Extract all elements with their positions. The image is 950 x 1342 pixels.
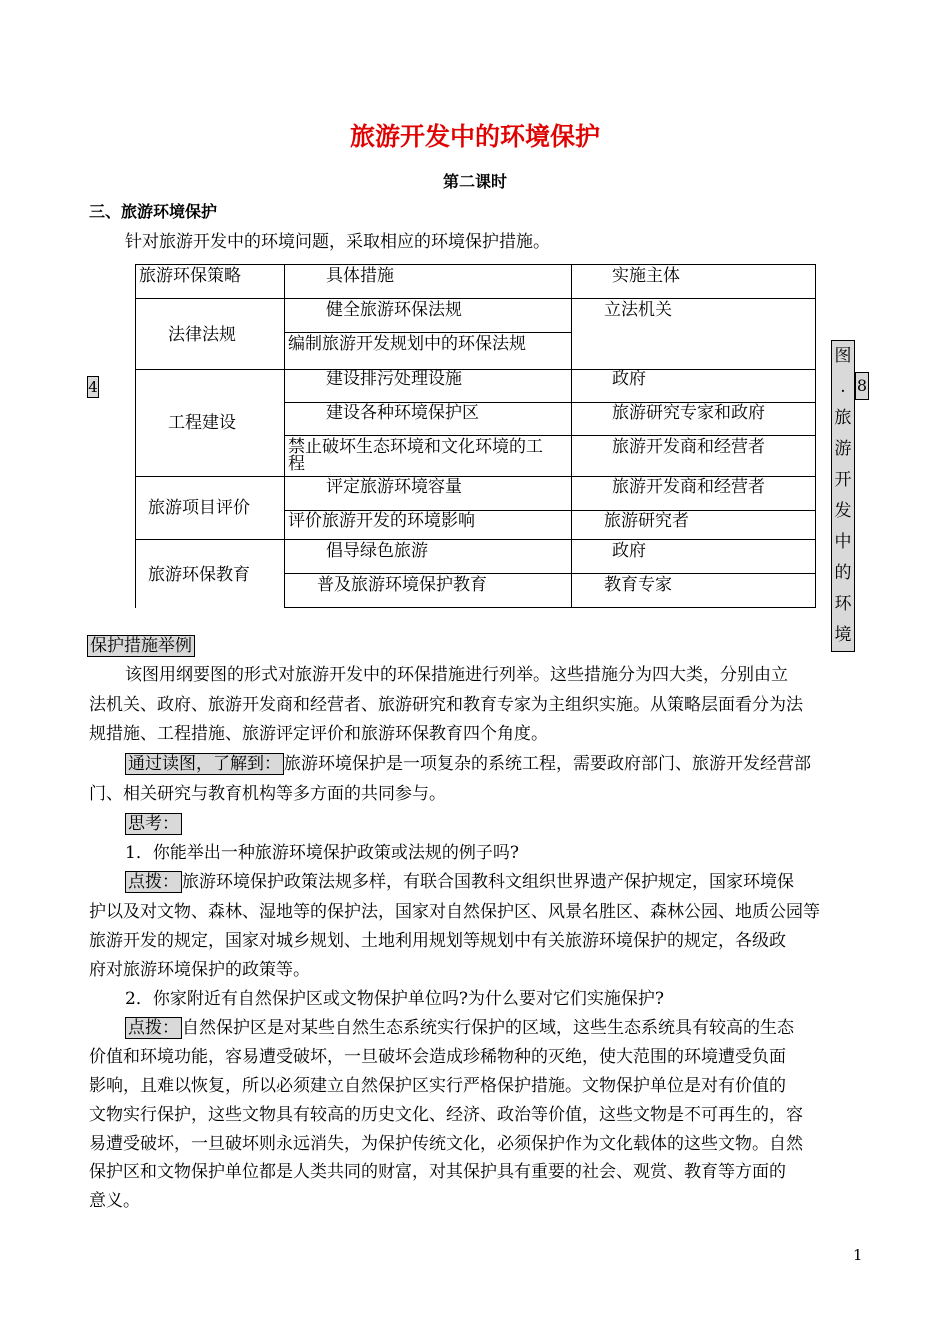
caption-char: 旅 [834, 408, 852, 428]
table-agent-cell: 旅游研究者 [604, 511, 689, 531]
answer-1-line: 府对旅游环境保护的政策等。 [89, 960, 310, 980]
answer-1-line: 护以及对文物、森林、湿地等的保护法，国家对自然保护区、风景名胜区、森林公园、地质公园等 [89, 902, 820, 922]
answer-2-line: 保护区和文物保护单位都是人类共同的财富，对其保护具有重要的社会、观赏、教育等方面的 [89, 1162, 786, 1182]
table-agent-cell: 旅游研究专家和政府 [612, 403, 765, 423]
answer-2-line: 易遭受破坏，一旦破坏则永远消失，为保护传统文化，必须保护作为文化载体的这些文物。自然 [89, 1134, 803, 1154]
answer-2-line: 价值和环境功能，容易遭受破坏，一旦破坏会造成珍稀物种的灭绝，使大范围的环境遭受负面 [89, 1047, 786, 1067]
intro-text: 针对旅游开发中的环境问题，采取相应的环境保护措施。 [125, 232, 550, 252]
figure-index: 8 [855, 372, 869, 400]
table-border-col1 [284, 264, 285, 608]
caption-char: 的 [834, 563, 852, 583]
para2-line [125, 749, 811, 779]
caption-char: 境 [834, 625, 852, 645]
think-tag: 思考： [125, 813, 182, 835]
table-strategy-cell: 法律法规 [168, 325, 236, 345]
page-number: 1 [853, 1246, 863, 1264]
answer-1-line [125, 867, 794, 897]
answer-2-text: 自然保护区是对某些自然生态系统实行保护的区域，这些生态系统具有较高的生态 [182, 1018, 794, 1038]
table-border-left [135, 264, 136, 608]
table-agent-cell: 政府 [612, 541, 646, 561]
table-border-col2 [571, 264, 572, 608]
table-agent-cell: 立法机关 [604, 300, 672, 320]
table-group-rule [135, 539, 816, 540]
table-measure-cell: 评价旅游开发的环境影响 [288, 511, 475, 531]
table-measure-cell: 编制旅游开发规划中的环保法规 [288, 334, 526, 354]
caption-char: 中 [834, 532, 852, 552]
answer-2-line [125, 1013, 794, 1043]
para1-line: 法机关、政府、旅游开发商和经营者、旅游研究和教育专家为主组织实施。从策略层面看分为法 [89, 695, 803, 715]
answer-2-line: 文物实行保护，这些文物具有较高的历史文化、经济、政治等价值，这些文物是不可再生的，容 [89, 1105, 803, 1125]
table-measure-cell: 评定旅游环境容量 [326, 477, 462, 497]
answer-2-line: 影响，且难以恢复，所以必须建立自然保护区实行严格保护措施。文物保护单位是对有价值的 [89, 1076, 786, 1096]
table-agent-cell: 旅游开发商和经营者 [612, 477, 765, 497]
answer-2-line: 意义。 [89, 1191, 140, 1211]
section-heading: 三、旅游环境保护 [89, 202, 218, 221]
table-measure-cell: 健全旅游环保法规 [326, 300, 462, 320]
page-title: 旅游开发中的环境保护 [349, 122, 600, 151]
table-border-right [815, 264, 816, 608]
table-strategy-cell: 工程建设 [168, 413, 236, 433]
para1-line: 该图用纲要图的形式对旅游开发中的环保措施进行列举。这些措施分为四大类，分别由立 [125, 665, 788, 685]
table-measure-cell: 建设各种环境保护区 [326, 403, 479, 423]
para2-text: 旅游环境保护是一项复杂的系统工程，需要政府部门、旅游开发经营部 [284, 754, 811, 774]
table-header-measure: 具体措施 [326, 266, 394, 286]
caption-label: 保护措施举例 [87, 635, 195, 657]
caption-char: 开 [834, 470, 852, 490]
para2-line: 门、相关研究与教育机构等多方面的共同参与。 [89, 784, 446, 804]
table-agent-cell: 教育专家 [604, 575, 672, 595]
think-line [125, 809, 182, 839]
caption-char: 游 [834, 439, 852, 459]
read-tag: 通过读图，了解到： [125, 753, 284, 775]
table-measure-cell: 建设排污处理设施 [326, 369, 462, 389]
table-measure-cell: 普及旅游环境保护教育 [317, 575, 487, 595]
table-group-rule [135, 369, 816, 370]
table-border-bottom [284, 607, 816, 608]
table-agent-cell: 政府 [612, 369, 646, 389]
caption-char: 图 [832, 340, 854, 372]
question-2: 2．你家附近有自然保护区或文物保护单位吗?为什么要对它们实施保护? [125, 989, 665, 1009]
table-measure-cell: 禁止破坏生态环境和文化环境的工程 [288, 437, 543, 474]
table-measure-cell: 倡导绿色旅游 [326, 541, 428, 561]
caption-char: 发 [834, 501, 852, 521]
table-header-rule [135, 298, 816, 299]
para1-line: 规措施、工程措施、旅游评定评价和旅游环保教育四个角度。 [89, 724, 548, 744]
table-header-agent: 实施主体 [612, 266, 680, 286]
table-strategy-cell: 旅游项目评价 [148, 498, 250, 518]
figure-caption-vertical [831, 340, 855, 652]
figure-number: 4 [88, 378, 98, 396]
caption-char: 环 [834, 594, 852, 614]
answer-1-line: 旅游开发的规定，国家对城乡规划、土地利用规划等规划中有关旅游环境保护的规定，各级政 [89, 931, 786, 951]
answer-1-text: 旅游环境保护政策法规多样，有联合国教科文组织世界遗产保护规定，国家环境保 [182, 872, 794, 892]
table-agent-cell: 旅游开发商和经营者 [612, 437, 765, 457]
hint-tag: 点拨： [125, 871, 182, 893]
caption-char: . [840, 377, 846, 397]
table-strategy-cell: 旅游环保教育 [148, 565, 250, 585]
lesson-subtitle: 第二课时 [442, 172, 507, 191]
table-header-strategy: 旅游环保策略 [139, 266, 241, 286]
figure-caption-bottom [87, 635, 195, 657]
hint-tag: 点拨： [125, 1017, 182, 1039]
question-1: 1．你能举出一种旅游环境保护政策或法规的例子吗? [125, 843, 519, 863]
